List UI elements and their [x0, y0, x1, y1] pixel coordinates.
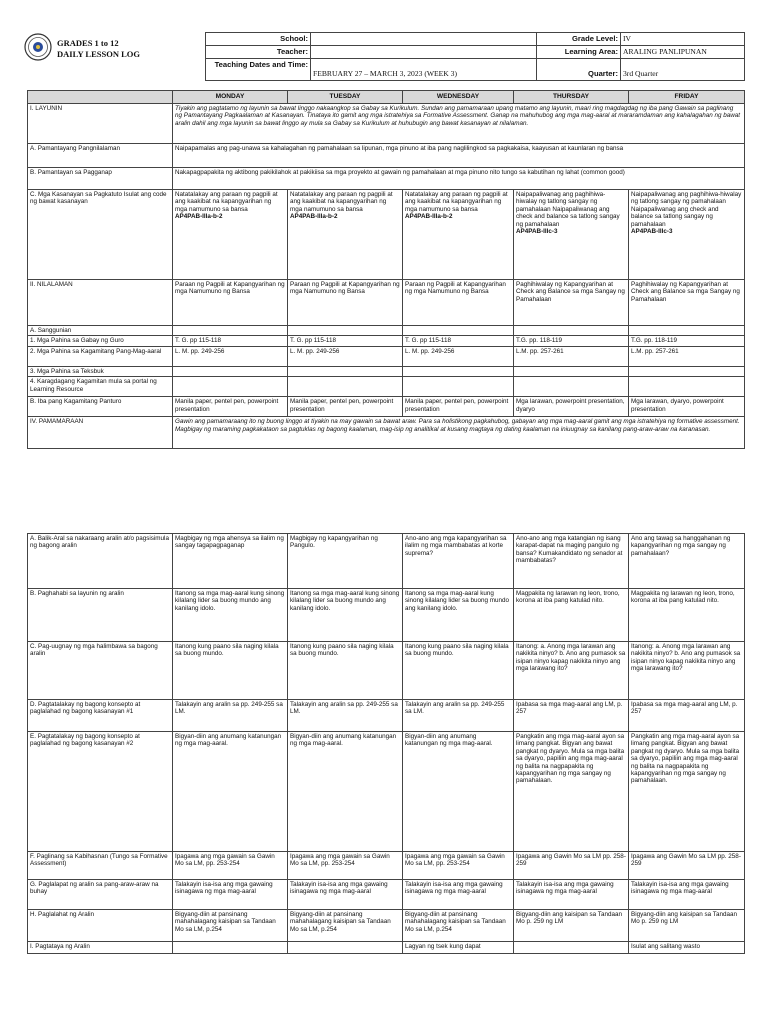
- learning-resource-label: 4. Karagdagang Kagamitan mula sa portal ng Learning Resource: [28, 377, 173, 397]
- procedure-cell: [514, 942, 629, 954]
- teacher-label: Teacher:: [206, 46, 311, 59]
- kagamitang-cell: L.M. pp. 257-261: [514, 346, 629, 366]
- procedure-label: C. Pag-uugnay ng mga halimbawa sa bagong aralin: [28, 642, 173, 700]
- iba-pang-kagamitan-label: B. Iba pang Kagamitang Panturo: [28, 397, 173, 417]
- procedure-row: [28, 589, 745, 642]
- kagamitan-cell: Mga larawan, powerpoint presentation, dyaryo: [514, 397, 629, 417]
- procedure-label: G. Paglalapat ng aralin sa pang-araw-araw na buhay: [28, 880, 173, 910]
- procedure-cell: Talakayin ang aralin sa pp. 249-255 sa LM.: [288, 700, 403, 732]
- procedure-cell: Bigyang-diin at pansinang mahahalagang kaisipan sa Tandaan Mo sa LM, p.254: [288, 910, 403, 942]
- gabay-guro-cell: T. G. pp 115-118: [173, 336, 288, 346]
- procedure-cell: Bigyang-diin ang kaisipan sa Tandaan Mo p. 259 ng LM: [629, 910, 745, 942]
- procedure-cell: Ipagawa ang mga gawain sa Gawin Mo sa LM, pp. 253-254: [173, 852, 288, 880]
- procedure-cell: Ano ang tawag sa hanggahanan ng kapangyarihan ng mga sangay ng pamahalaan?: [629, 534, 745, 589]
- procedure-label: E. Pagtatalakay ng bagong konsepto at paglalahad ng bagong kasanayan #2: [28, 732, 173, 852]
- nilalaman-cell: Paraan ng Pagpili at Kapangyarihan ng mga Namumuno ng Bansa: [288, 280, 403, 326]
- sanggunian-label: A. Sanggunian: [28, 326, 173, 336]
- procedure-cell: Itanong kung paano sila naging kilala sa buong mundo.: [173, 642, 288, 700]
- procedure-cell: Bigyang-diin ang kaisipan sa Tandaan Mo p. 259 ng LM: [514, 910, 629, 942]
- day-thursday: THURSDAY: [514, 91, 629, 104]
- kasanayan-cell: Naipapaliwanag ang paghihiwa-hiwalay ng tatlong sangay ng pamahalaan Naipapaliwanag ang check and balance sa tatlong sangay ng pamahalaan AP4PAB-IIIc-3: [629, 190, 745, 280]
- day-wednesday: WEDNESDAY: [403, 91, 514, 104]
- kasanayan-cell: Natatalakay ang paraan ng pagpili at ang kaakibat na kapangyarihan ng mga namumuno sa bansa AP4PAB-IIIa-b-2: [288, 190, 403, 280]
- kagamitang-cell: L. M. pp. 249-256: [403, 346, 514, 366]
- pamamaraan-label: IV. PAMAMARAAN: [28, 417, 173, 449]
- competency-code: AP4PAB-IIIa-b-2: [290, 213, 338, 221]
- header-brand: [57, 38, 140, 60]
- nilalaman-cell: Paraan ng Pagpili at Kapangyarihan ng mga Namumuno ng Bansa: [403, 280, 514, 326]
- layunin-label: I. LAYUNIN: [28, 104, 173, 144]
- school-value: [311, 33, 537, 46]
- header-info-table: [205, 32, 745, 81]
- procedure-label: A. Balik-Aral sa nakaraang aralin at/o pagsisimula ng bagong aralin: [28, 534, 173, 589]
- procedure-row: [28, 700, 745, 732]
- quarter-label: Quarter:: [537, 59, 621, 81]
- procedure-cell: Itanong sa mga mag-aaral kung sinong kilalang lider sa buong mundo ang kanilang idolo.: [288, 589, 403, 642]
- procedure-cell: Talakayin ang aralin sa pp. 249-255 sa LM.: [403, 700, 514, 732]
- procedure-cell: Magpakita ng larawan ng leon, trono, korona at iba pang katulad nito.: [514, 589, 629, 642]
- procedure-row: [28, 852, 745, 880]
- procedure-cell: Pangkatin ang mga mag-aaral ayon sa limang pangkat. Bigyan ang bawat pangkat ng dyaryo. Mula sa mga balita sa dyaryo, papiliin ang mga mag-aaral ng balita na nagpapakita ng kapangyarihan ng mga sangay ng pamahalaan.: [629, 732, 745, 852]
- procedure-cell: Talakayin isa-isa ang mga gawaing isinagawa ng mga mag-aaral: [288, 880, 403, 910]
- teacher-value: [311, 46, 537, 59]
- procedure-cell: Itanong sa mga mag-aaral kung sinong kilalang lider sa buong mundo ang kanilang idolo.: [173, 589, 288, 642]
- procedure-row: [28, 534, 745, 589]
- kagamitan-cell: Manila paper, pentel pen, powerpoint presentation: [173, 397, 288, 417]
- gabay-guro-cell: T.G. pp. 118-119: [514, 336, 629, 346]
- gabay-guro-label: 1. Mga Pahina sa Gabay ng Guro: [28, 336, 173, 346]
- pamantayan-nilalaman-text: Naipapamalas ang pag-unawa sa kahalagahan ng pamahalaan sa lipunan, mga pinuno at iba pang naglilingkod sa pagkakaisa, kaayusan at kaunlaran ng bansa: [173, 144, 745, 168]
- nilalaman-cell: Paraan ng Pagpili at Kapangyarihan ng mga Namumuno ng Bansa: [173, 280, 288, 326]
- dates-label: Teaching Dates and Time:: [206, 59, 311, 81]
- pamamaraan-text: Gawin ang pamamaraang ito ng buong linggo at tiyakin na may gawain sa bawat araw. Para sa holistikong pagkahubog, gabayan ang mga mag-aaral gamit ang mga istratehiya ng formative assessment. Magbigay ng maraming pagkakataon sa pagtuklas ng bagong kaalaman, mag-isip ng analitikal at kusang magtaya ng dating kaalaman na iniuugnay sa kanilang pang-araw-araw na karanasan.: [173, 417, 745, 449]
- area-value: ARALING PANLIPUNAN: [621, 46, 745, 59]
- nilalaman-cell: Paghihiwalay ng Kapangyarihan at Check ang Balance sa mga Sangay ng Pamahalaan: [629, 280, 745, 326]
- procedure-row: [28, 910, 745, 942]
- nilalaman-cell: Paghihiwalay ng Kapangyarihan at Check ang Balance sa mga Sangay ng Pamahalaan: [514, 280, 629, 326]
- teksbuk-label: 3. Mga Pahina sa Teksbuk: [28, 366, 173, 376]
- procedure-cell: Talakayin isa-isa ang mga gawaing isinagawa ng mga mag-aaral: [403, 880, 514, 910]
- gabay-guro-cell: T.G. pp. 118-119: [629, 336, 745, 346]
- procedure-cell: Itanong sa mga mag-aaral kung sinong kilalang lider sa buong mundo ang kanilang idolo.: [403, 589, 514, 642]
- procedure-label: I. Pagtataya ng Aralin: [28, 942, 173, 954]
- procedure-cell: Talakayin isa-isa ang mga gawaing isinagawa ng mga mag-aaral: [514, 880, 629, 910]
- day-friday: FRIDAY: [629, 91, 745, 104]
- competency-code: AP4PAB-IIIa-b-2: [405, 213, 453, 221]
- procedure-cell: [288, 942, 403, 954]
- kagamitan-cell: Manila paper, pentel pen, powerpoint presentation: [403, 397, 514, 417]
- header-line2: DAILY LESSON LOG: [57, 49, 140, 59]
- procedure-row: [28, 732, 745, 852]
- lesson-table-1: [27, 90, 745, 449]
- deped-seal-icon: [24, 33, 52, 61]
- kagamitang-cell: L. M. pp. 249-256: [173, 346, 288, 366]
- kasanayan-cell: Natatalakay ang paraan ng pagpili at ang kaakibat na kapangyarihan ng mga namumuno sa bansa AP4PAB-IIIa-b-2: [173, 190, 288, 280]
- competency-code: AP4PAB-IIIc-3: [516, 228, 558, 236]
- gabay-guro-cell: T. G. pp 115-118: [288, 336, 403, 346]
- kagamitang-cell: L. M. pp. 249-256: [288, 346, 403, 366]
- pamantayan-pagganap-text: Nakapagpapakita ng aktibong pakikilahok at pakikiisa sa mga proyekto at gawain ng pamahalaan at mga pinuno nito tungo sa kabutihan ng lahat (common good): [173, 168, 745, 190]
- pamantayan-nilalaman-label: A. Pamantayang Pangnilalaman: [28, 144, 173, 168]
- competency-code: AP4PAB-IIIa-b-2: [175, 213, 223, 221]
- procedure-label: B. Paghahabi sa layunin ng aralin: [28, 589, 173, 642]
- procedure-row: [28, 642, 745, 700]
- procedure-cell: Talakayin isa-isa ang mga gawaing isinagawa ng mga mag-aaral: [629, 880, 745, 910]
- competency-code: AP4PAB-IIIc-3: [631, 228, 673, 236]
- procedure-cell: Itanong kung paano sila naging kilala sa buong mundo.: [403, 642, 514, 700]
- procedure-label: F. Paglinang sa Kabihasnan (Tungo sa Formative Assessment): [28, 852, 173, 880]
- procedure-cell: Talakayin ang aralin sa pp. 249-255 sa LM.: [173, 700, 288, 732]
- kagamitan-cell: Manila paper, pentel pen, powerpoint presentation: [288, 397, 403, 417]
- day-tuesday: TUESDAY: [288, 91, 403, 104]
- procedure-cell: Pangkatin ang mga mag-aaral ayon sa limang pangkat. Bigyan ang bawat pangkat ng dyaryo. Mula sa mga balita sa dyaryo, papiliin ang mga mag-aaral ng balita na nagpapakita ng kapangyarihan ng mga sangay ng pamahalaan.: [514, 732, 629, 852]
- procedure-cell: Talakayin isa-isa ang mga gawaing isinagawa ng mga mag-aaral: [173, 880, 288, 910]
- kagamitang-cell: L.M. pp. 257-261: [629, 346, 745, 366]
- procedure-label: D. Pagtatalakay ng bagong konsepto at paglalahad ng bagong kasanayan #1: [28, 700, 173, 732]
- kasanayan-label: C. Mga Kasanayan sa Pagkatuto Isulat ang code ng bawat kasanayan: [28, 190, 173, 280]
- area-label: Learning Area:: [537, 46, 621, 59]
- procedure-cell: Ipabasa sa mga mag-aaral ang LM, p. 257: [629, 700, 745, 732]
- procedure-cell: Ipagawa ang mga gawain sa Gawin Mo sa LM, pp. 253-254: [288, 852, 403, 880]
- day-monday: MONDAY: [173, 91, 288, 104]
- procedure-cell: Ano-ano ang mga katangian ng isang karapat-dapat na maging pangulo ng bansa? Kumakandidato ng senador at mambabatas?: [514, 534, 629, 589]
- procedure-cell: Bigyan-diin ang anumang katanungan ng mga mag-aaral.: [403, 732, 514, 852]
- procedure-label: H. Paglalahat ng Aralin: [28, 910, 173, 942]
- grade-label: Grade Level:: [537, 33, 621, 46]
- lesson-table-2: [27, 533, 745, 954]
- procedure-cell: Ipabasa sa mga mag-aaral ang LM, p. 257: [514, 700, 629, 732]
- procedure-cell: Itanong kung paano sila naging kilala sa buong mundo.: [288, 642, 403, 700]
- procedure-cell: Magbigay ng kapangyarihan ng Pangulo.: [288, 534, 403, 589]
- header-line1: GRADES 1 to 12: [57, 38, 119, 48]
- kasanayan-cell: Naipapaliwanag ang paghihiwa-hiwalay ng tatlong sangay ng pamahalaan Naipapaliwanag ang check and balance sa tatlong sangay ng pamahalaan AP4PAB-IIIc-3: [514, 190, 629, 280]
- procedure-cell: Isulat ang salitang wasto: [629, 942, 745, 954]
- procedure-row: [28, 880, 745, 910]
- kagamitang-mag-aaral-label: 2. Mga Pahina sa Kagamitang Pang-Mag-aaral: [28, 346, 173, 366]
- procedure-cell: Bigyan-diin ang anumang katanungan ng mga mag-aaral.: [173, 732, 288, 852]
- procedure-cell: Ipagawa ang Gawin Mo sa LM pp. 258-259: [629, 852, 745, 880]
- procedure-cell: Lagyan ng tsek kung dapat: [403, 942, 514, 954]
- procedure-cell: Ipagawa ang mga gawain sa Gawin Mo sa LM, pp. 253-254: [403, 852, 514, 880]
- gabay-guro-cell: T. G. pp 115-118: [403, 336, 514, 346]
- layunin-text: Tiyakin ang pagtatamo ng layunin sa bawat linggo nakaangkop sa Gabay sa Kurikulum. Sundan ang pamamaraan upang matamo ang layunin, maari ring magdagdag ng iba pang Gawain sa paglinang ng Pamantayang Pagkaalaman at Kasanayan. Tinataya ito gamit ang mga istratehiya sa Formative Assessment. Ganap na mahuhubog ang mga mag-aaral at mararamdaman ang kahalagahan ng bawat aralin dahil ang mga layunin sa bawat linggo ay mula sa Gabay sa Kurikulum at huhubugin ang bawat kasanayan at nilalaman.: [173, 104, 745, 144]
- procedure-cell: Ano-ano ang mga kapangyarihan sa ilalim ng mga mambabatas at korte suprema?: [403, 534, 514, 589]
- procedure-cell: Bigyan-diin ang anumang katanungan ng mga mag-aaral.: [288, 732, 403, 852]
- school-label: School:: [206, 33, 311, 46]
- kasanayan-cell: Natatalakay ang paraan ng pagpili at ang kaakibat na kapangyarihan ng mga namumuno sa bansa AP4PAB-IIIa-b-2: [403, 190, 514, 280]
- procedure-cell: Magbigay ng mga ahensya sa ilalim ng sangay tagapagpaganap: [173, 534, 288, 589]
- procedure-cell: Bigyang-diin at pansinang mahahalagang kaisipan sa Tandaan Mo sa LM, p.254: [403, 910, 514, 942]
- day-header-blank: [28, 91, 173, 104]
- kagamitan-cell: Mga larawan, dyaryo, powerpoint presentation: [629, 397, 745, 417]
- procedure-row: [28, 942, 745, 954]
- procedure-cell: Magpakita ng larawan ng leon, trono, korona at iba pang katulad nito.: [629, 589, 745, 642]
- procedure-cell: Itanong: a. Anong mga larawan ang nakikita ninyo? b. Ano ang pumasok sa isipan ninyo kapag nakikita ninyo ang mga larawang ito?: [514, 642, 629, 700]
- grade-value: IV: [621, 33, 745, 46]
- pamantayan-pagganap-label: B. Pamantayan sa Pagganap: [28, 168, 173, 190]
- dates-value: FEBRUARY 27 – MARCH 3, 2023 (WEEK 3): [311, 59, 537, 81]
- nilalaman-label: II. NILALAMAN: [28, 280, 173, 326]
- procedure-cell: Ipagawa ang Gawin Mo sa LM pp. 258-259: [514, 852, 629, 880]
- procedure-cell: Itanong: a. Anong mga larawan ang nakikita ninyo? b. Ano ang pumasok sa isipan ninyo kapag nakikita ninyo ang mga larawang ito?: [629, 642, 745, 700]
- quarter-value: 3rd Quarter: [621, 59, 745, 81]
- procedure-cell: Bigyang-diin at pansinang mahahalagang kaisipan sa Tandaan Mo sa LM, p.254: [173, 910, 288, 942]
- procedure-cell: [173, 942, 288, 954]
